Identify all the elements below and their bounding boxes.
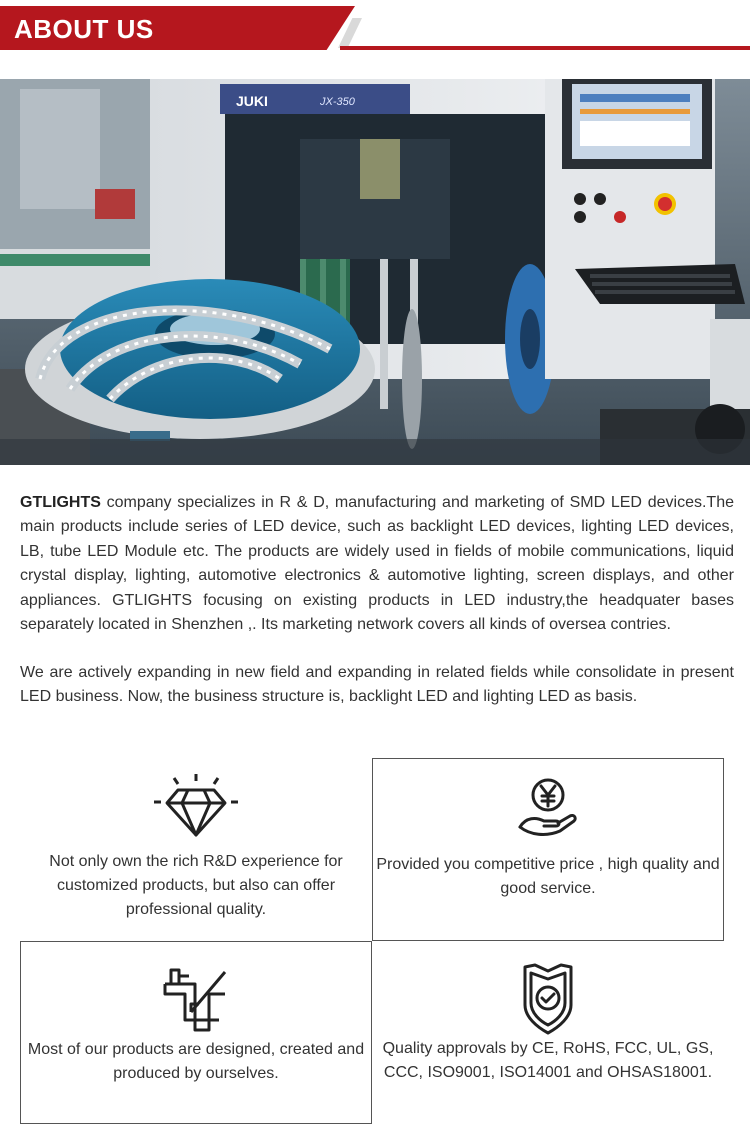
machine-model: JX-350	[320, 96, 355, 108]
feature-price-service	[372, 758, 724, 941]
shield-check-icon	[521, 961, 575, 1035]
intro-text: company specializes in R & D, manufacturing and marketing of SMD LED devices.The main products include series of LED device, such as backlight LED devices, lighting LED devices, LB, tube LED Module etc. The products are widely used in fields of mobile communications, liquid crystal display, lighting, automotive electronics & automotive lighting, screen displays, and other appliances. GTLIGHTS focusing on existing products in LED industry,the headquater bases separately located in Shenzhen ,. Its marketing network covers all kinds of oversea contries.	[20, 494, 734, 634]
page-title: ABOUT US	[14, 14, 154, 44]
feature-quality-approvals	[372, 941, 724, 1124]
brand-name: GTLIGHTS	[20, 494, 101, 511]
section-header	[0, 0, 750, 56]
feature-rd-experience	[20, 758, 372, 941]
feature-text: Quality approvals by CE, RoHS, FCC, UL, GS, CCC, ISO9001, ISO14001 and OHSAS18001.	[382, 1040, 714, 1081]
feature-text: Not only own the rich R&D experience for customized products, but also can offer professional quality.	[49, 853, 343, 918]
feature-text: Most of our products are designed, created and produced by ourselves.	[27, 1041, 365, 1082]
design-tools-icon	[161, 966, 231, 1034]
header-underline	[340, 46, 750, 50]
machine-brand: JUKI	[236, 93, 268, 109]
diamond-icon	[151, 772, 241, 842]
feature-own-design	[20, 941, 372, 1124]
yen-coin-hand-icon	[516, 777, 580, 839]
expansion-paragraph: We are actively expanding in new field and expanding in related fields while consolidate in present LED business. Now, the business structure is, backlight LED and lighting LED as basis.	[20, 664, 734, 706]
intro-paragraph	[20, 491, 734, 637]
feature-text: Provided you competitive price , high quality and good service.	[376, 856, 720, 897]
factory-photo	[0, 79, 750, 465]
